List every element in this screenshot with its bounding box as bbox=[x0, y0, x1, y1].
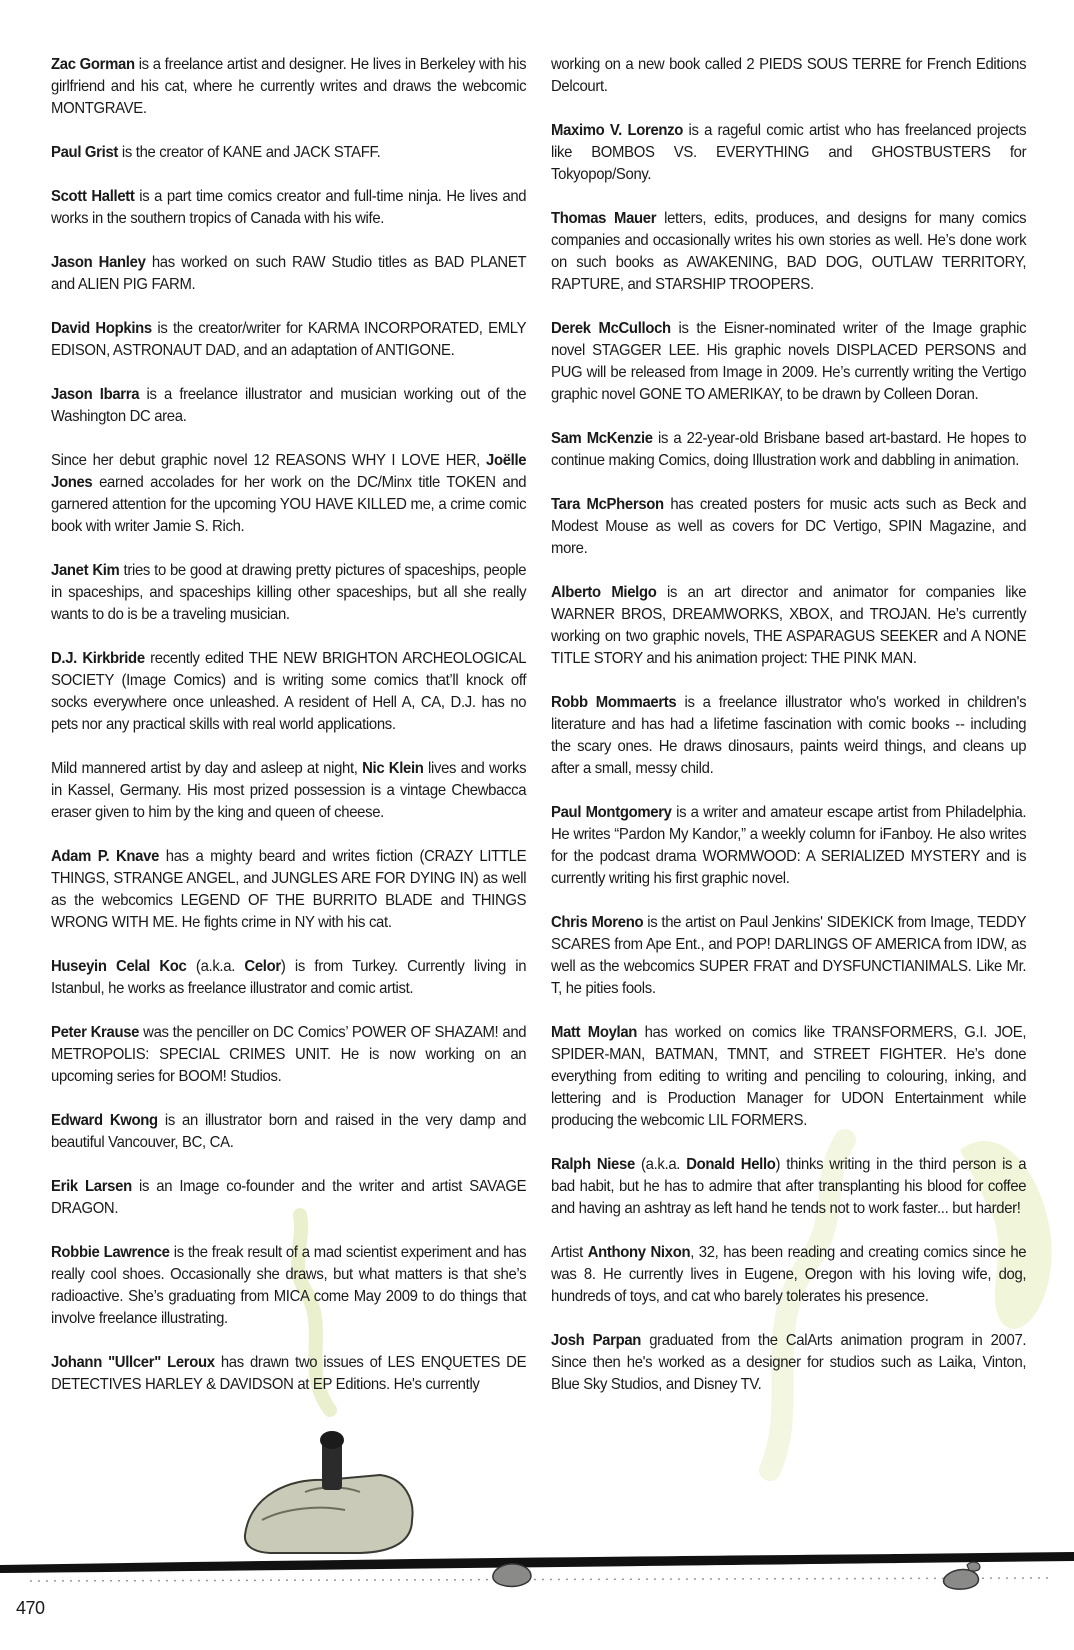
bio-entry bbox=[51, 846, 526, 934]
creator-name: Adam P. Knave bbox=[51, 848, 160, 865]
creator-name: Johann "Ullcer" Leroux bbox=[51, 1354, 215, 1371]
bio-entry bbox=[51, 1242, 526, 1330]
bio-entry bbox=[51, 142, 526, 164]
bio-text: is a freelance artist and designer. He lives in Berkeley with his girlfriend and his cat, where he currently writes and draws the webcomic MONTGRAVE. bbox=[51, 56, 527, 117]
bio-text: Mild mannered artist by day and asleep at night, bbox=[51, 760, 363, 777]
bio-text: lives and works in Kassel, Germany. His most prized possession is a vintage Chewbacca eraser given to him by the king and queen of cheese. bbox=[51, 760, 527, 821]
creator-name: Ralph Niese bbox=[551, 1156, 635, 1173]
bio-entry bbox=[551, 494, 1026, 560]
bio-entry bbox=[51, 1022, 526, 1088]
bio-entry bbox=[551, 1022, 1026, 1132]
creator-name: Janet Kim bbox=[51, 562, 120, 579]
bio-entry bbox=[51, 54, 526, 120]
bio-text: graduated from the CalArts animation program in 2007. Since then he's worked as a designer for studios such as Laika, Vinton, Blue Sky Studios, and Disney TV. bbox=[551, 1332, 1027, 1393]
creator-name: D.J. Kirkbride bbox=[51, 650, 145, 667]
bio-entry bbox=[51, 384, 526, 428]
bio-entry bbox=[551, 428, 1026, 472]
bio-text: is an illustrator born and raised in the very damp and beautiful Vancouver, BC, CA. bbox=[51, 1112, 527, 1151]
bio-text: is an Image co-founder and the writer and artist SAVAGE DRAGON. bbox=[51, 1178, 527, 1217]
creator-name: Nic Klein bbox=[362, 760, 424, 777]
bio-text: is a freelance illustrator and musician working out of the Washington DC area. bbox=[51, 386, 527, 425]
creator-alias: Donald Hello bbox=[686, 1156, 776, 1173]
bio-text: is the Eisner-nominated writer of the Image graphic novel STAGGER LEE. His graphic novels DISPLACED PERSONS and PUG will be released from Image in 2009. He’s currently writing the Vertigo graphic novel GONE TO AMERIKAY, to be drawn by Colleen Doran. bbox=[551, 320, 1027, 403]
bio-entry bbox=[51, 758, 526, 824]
bio-entry bbox=[51, 648, 526, 736]
bio-text: letters, edits, produces, and designs for many comics companies and occasionally writes his own stories as well. He’s done work on such books as AWAKENING, BAD DOG, OUTLAW TERRITORY, RAPTURE, and STARSHIP TROOPERS. bbox=[551, 210, 1027, 293]
bio-text: tries to be good at drawing pretty pictures of spaceships, people in spaceships, and spaceships killing other spaceships, but all she really wants to do is be a traveling musician. bbox=[51, 562, 527, 623]
shoe-icon bbox=[245, 1431, 413, 1553]
page-number: 470 bbox=[16, 1598, 45, 1618]
bio-text: recently edited THE NEW BRIGHTON ARCHEOLOGICAL SOCIETY (Image Comics) and is writing some comics that’ll knock off socks everywhere once unleashed. A resident of Hell A, CA, D.J. has no pets nor any practical skills with real world applications. bbox=[51, 650, 527, 733]
creator-name: Thomas Mauer bbox=[551, 210, 657, 227]
bio-text: has worked on comics like TRANSFORMERS, G.I. JOE, SPIDER-MAN, BATMAN, TMNT, and STREET FIGHTER. He’s done everything from editing to writing and penciling to colouring, inking, and lettering and is Production Manager for UDON Entertainment while producing the webcomic LIL FORMERS. bbox=[551, 1024, 1027, 1129]
bio-entry bbox=[51, 318, 526, 362]
bio-text: is an art director and animator for companies like WARNER BROS, DREAMWORKS, XBOX, and TROJAN. He’s currently working on two graphic novels, THE ASPARAGUS SEEKER and A NONE TITLE STORY and his animation project: THE PINK MAN. bbox=[551, 584, 1027, 667]
bio-text: is a part time comics creator and full-time ninja. He lives and works in the southern tropics of Canada with his wife. bbox=[51, 188, 527, 227]
creator-name: Erik Larsen bbox=[51, 1178, 132, 1195]
bio-text: is a rageful comic artist who has freelanced projects like BOMBOS VS. EVERYTHING and GHOSTBUSTERS for Tokyopop/Sony. bbox=[551, 122, 1027, 183]
bio-text: (a.k.a. bbox=[186, 958, 245, 975]
bio-text: ) thinks writing in the third person is a bad habit, but he has to admire that after transplanting his blood for coffee and having an ashtray as left hand he tends not to work faster... but harder! bbox=[551, 1156, 1027, 1217]
creator-name: Matt Moylan bbox=[551, 1024, 638, 1041]
creator-name: Alberto Mielgo bbox=[551, 584, 657, 601]
rock-icon bbox=[493, 1564, 531, 1586]
bio-text: working on a new book called 2 PIEDS SOUS TERRE for French Editions Delcourt. bbox=[551, 56, 1027, 95]
creator-name: Jason Hanley bbox=[51, 254, 146, 271]
ground-line bbox=[0, 1552, 1074, 1573]
bio-entry bbox=[51, 1352, 526, 1396]
bio-entry bbox=[51, 1110, 526, 1154]
bio-text: ) is from Turkey. Currently living in Istanbul, he works as freelance illustrator and comic artist. bbox=[51, 958, 527, 997]
bio-text: is the creator/writer for KARMA INCORPORATED, EMLY EDISON, ASTRONAUT DAD, and an adaptation of ANTIGONE. bbox=[51, 320, 527, 359]
creator-name: Joëlle Jones bbox=[51, 452, 527, 491]
creator-name: Edward Kwong bbox=[51, 1112, 158, 1129]
creator-name: Jason Ibarra bbox=[51, 386, 140, 403]
creator-name: David Hopkins bbox=[51, 320, 152, 337]
creator-name: Huseyin Celal Koc bbox=[51, 958, 187, 975]
bio-text: is the creator of KANE and JACK STAFF. bbox=[118, 144, 381, 161]
creator-name: Chris Moreno bbox=[551, 914, 644, 931]
bio-entry bbox=[51, 560, 526, 626]
creator-name: Josh Parpan bbox=[551, 1332, 642, 1349]
bio-entry bbox=[551, 912, 1026, 1000]
bio-entry bbox=[551, 1154, 1026, 1220]
creator-name: Tara McPherson bbox=[551, 496, 664, 513]
creator-name: Paul Montgomery bbox=[551, 804, 672, 821]
bio-entry bbox=[551, 1330, 1026, 1396]
bio-entry bbox=[51, 186, 526, 230]
bio-text: has worked on such RAW Studio titles as BAD PLANET and ALIEN PIG FARM. bbox=[51, 254, 527, 293]
bio-text: , 32, has been reading and creating comics since he was 8. He currently lives in Eugene, Oregon with his loving wife, dog, hundreds of toys, and cat who barely tolerates his presence. bbox=[551, 1244, 1027, 1305]
bio-entry bbox=[551, 120, 1026, 186]
bio-entry bbox=[551, 802, 1026, 890]
bio-entry bbox=[551, 318, 1026, 406]
bio-entry bbox=[551, 54, 1026, 98]
bio-entry bbox=[51, 1176, 526, 1220]
creator-name: Anthony Nixon bbox=[587, 1244, 691, 1261]
bio-text: (a.k.a. bbox=[634, 1156, 687, 1173]
creator-alias: Celor bbox=[244, 958, 281, 975]
bio-text: Since her debut graphic novel 12 REASONS WHY I LOVE HER, bbox=[51, 452, 486, 469]
creator-name: Robbie Lawrence bbox=[51, 1244, 170, 1261]
rock-icon bbox=[944, 1569, 979, 1589]
creator-name: Derek McCulloch bbox=[551, 320, 671, 337]
bio-entry bbox=[51, 450, 526, 538]
bio-text: is a writer and amateur escape artist from Philadelphia. He writes “Pardon My Kandor,” a weekly column for iFanboy. He also writes for the podcast drama WORMWOOD: A SERIALIZED MYSTERY and is currently writing his first graphic novel. bbox=[551, 804, 1027, 887]
rock-icon bbox=[967, 1562, 980, 1571]
right-column bbox=[551, 54, 1026, 1418]
bio-text: is a freelance illustrator who's worked in children's literature and has had a lifetime fascination with comic books -- including the scary ones. He draws dinosaurs, paints weird things, and cleans up after a small, messy child. bbox=[551, 694, 1027, 777]
creator-name: Maximo V. Lorenzo bbox=[551, 122, 684, 139]
creator-name: Zac Gorman bbox=[51, 56, 135, 73]
creator-name: Robb Mommaerts bbox=[551, 694, 677, 711]
bio-text: has created posters for music acts such as Beck and Modest Mouse as well as covers for DC Vertigo, SPIN Magazine, and more. bbox=[551, 496, 1027, 557]
bio-text: has drawn two issues of LES ENQUETES DE DETECTIVES HARLEY & DAVIDSON at EP Editions. He's currently bbox=[51, 1354, 527, 1393]
bio-text: has a mighty beard and writes fiction (CRAZY LITTLE THINGS, STRANGE ANGEL, and JUNGLES ARE FOR DYING IN) as well as the webcomics LEGEND OF THE BURRITO BLADE and THINGS WRONG WITH ME. He fights crime in NY with his cat. bbox=[51, 848, 527, 931]
creator-name: Sam McKenzie bbox=[551, 430, 653, 447]
bio-entry bbox=[51, 956, 526, 1000]
bio-entry bbox=[551, 208, 1026, 296]
bio-text: is a 22-year-old Brisbane based art-bastard. He hopes to continue making Comics, doing Illustration work and dabbling in animation. bbox=[551, 430, 1027, 469]
bio-text: is the freak result of a mad scientist experiment and has really cool shoes. Occasionally she draws, but what matters is that she’s radioactive. She’s graduating from MICA come May 2009 to do things that involve freelance illustrating. bbox=[51, 1244, 527, 1327]
bio-text: Artist bbox=[551, 1244, 588, 1261]
bio-entry bbox=[551, 692, 1026, 780]
creator-name: Scott Hallett bbox=[51, 188, 135, 205]
bio-text: was the penciller on DC Comics’ POWER OF SHAZAM! and METROPOLIS: SPECIAL CRIMES UNIT. He is now working on an upcoming series for BOOM! Studios. bbox=[51, 1024, 527, 1085]
left-column bbox=[51, 54, 526, 1418]
creator-name: Paul Grist bbox=[51, 144, 119, 161]
bio-entry bbox=[551, 582, 1026, 670]
bio-text: is the artist on Paul Jenkins' SIDEKICK from Image, TEDDY SCARES from Ape Ent., and POP! DARLINGS OF AMERICA from IDW, as well as the webcomics SUPER FRAT and DYSFUNCTIANIMALS. Like Mr. T, he pities fools. bbox=[551, 914, 1027, 997]
creator-name: Peter Krause bbox=[51, 1024, 140, 1041]
bio-entry bbox=[51, 252, 526, 296]
bio-text: earned accolades for her work on the DC/Minx title TOKEN and garnered attention for the upcoming YOU HAVE KILLED me, a crime comic book with writer Jamie S. Rich. bbox=[51, 474, 527, 535]
bio-entry bbox=[551, 1242, 1026, 1308]
